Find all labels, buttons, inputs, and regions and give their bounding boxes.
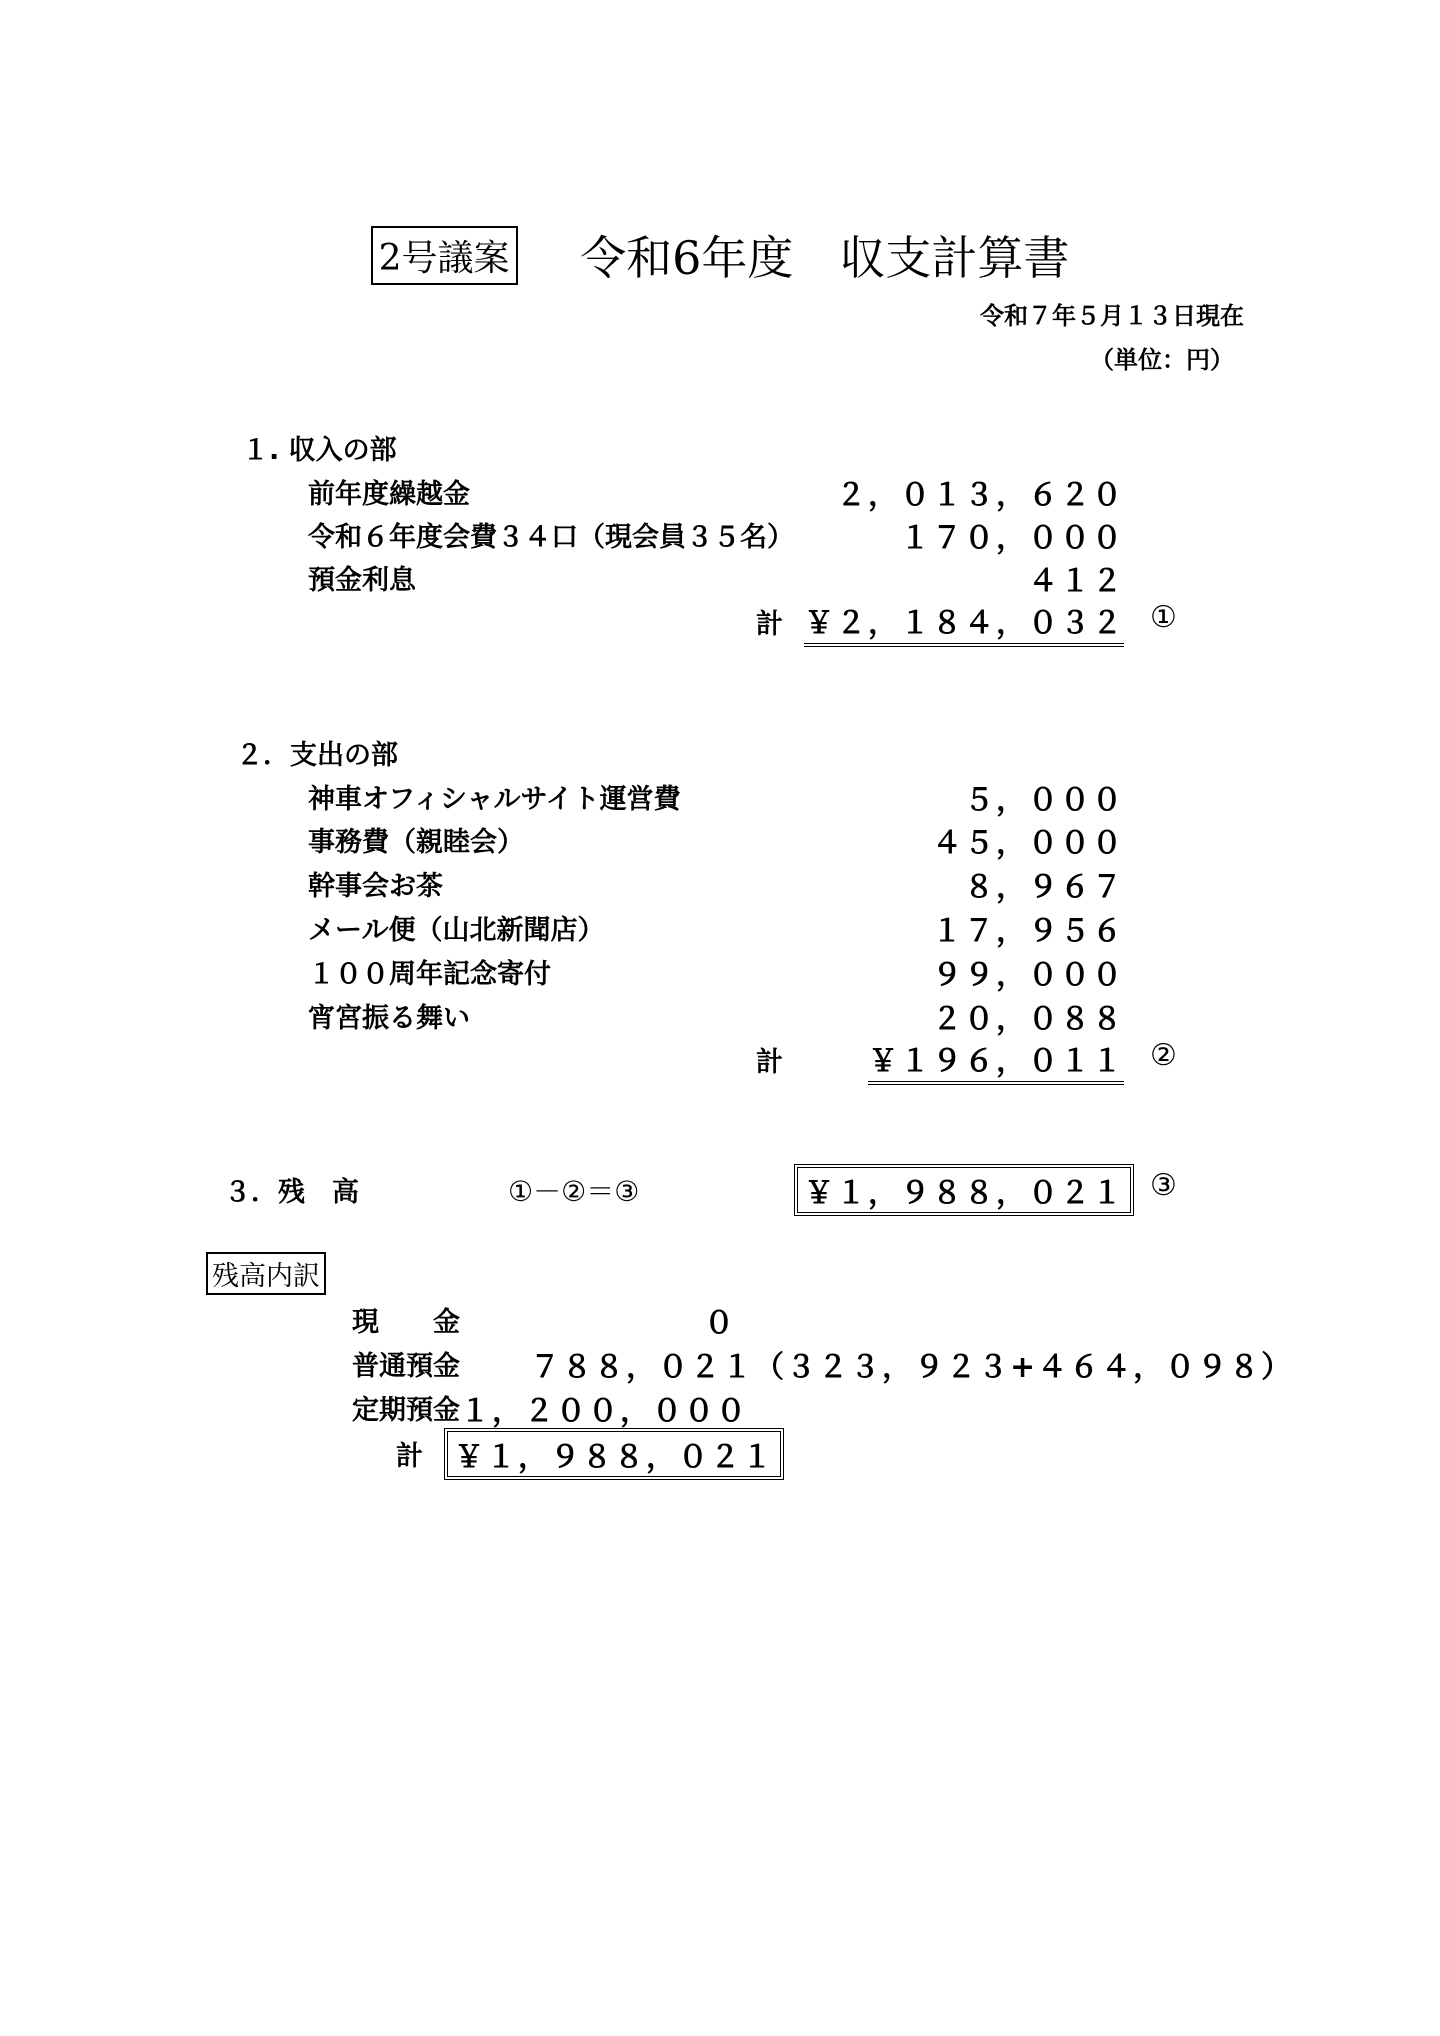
document-title: 令和6年度 収支計算書 <box>580 231 1070 285</box>
expense-item-label: メール便（山北新聞店） <box>308 915 605 946</box>
expense-total-label: 計 <box>756 1047 783 1078</box>
income-item-label: 令和６年度会費３４口（現会員３５名） <box>308 522 794 553</box>
expense-item-amount: １７，９５６ <box>932 914 1124 949</box>
breakdown-heading: 残高内訳 <box>206 1252 326 1295</box>
balance-formula: ①－②＝③ <box>508 1175 640 1208</box>
savings-value: ７８８，０２１（３２３，９２３+４６４，０９８） <box>530 1350 1294 1385</box>
expense-item-amount: ８，９６７ <box>964 870 1124 905</box>
expense-item-amount: ５，０００ <box>964 783 1124 818</box>
expense-item-label: 幹事会お茶 <box>308 871 443 902</box>
income-total-amount: ￥２，１８４，０３２ <box>804 598 1124 647</box>
expense-item-label: 宵宮振る舞い <box>308 1003 470 1034</box>
fixed-deposit-value: １，２００，０００ <box>460 1394 748 1429</box>
income-total-label: 計 <box>756 609 783 640</box>
expense-heading: ２．支出の部 <box>236 740 398 771</box>
income-item-amount: ４１２ <box>1028 564 1124 599</box>
breakdown-total-amount: ￥１，９８８，０２１ <box>444 1428 784 1480</box>
proposal-badge: 2号議案 <box>371 226 518 285</box>
income-heading: １. 収入の部 <box>242 435 397 466</box>
balance-heading: ３．残 高 <box>224 1177 359 1208</box>
expense-item-amount: ２０，０８８ <box>932 1002 1124 1037</box>
cash-label: 現 金 <box>352 1307 460 1338</box>
savings-label: 普通預金 <box>352 1351 460 1382</box>
breakdown-total-label: 計 <box>396 1441 423 1472</box>
expense-total-mark: ② <box>1150 1038 1177 1073</box>
expense-item-label: １００周年記念寄付 <box>308 959 551 990</box>
income-item-amount: ２，０１３，６２０ <box>836 478 1124 513</box>
expense-item-label: 神車オフィシャルサイト運営費 <box>308 784 681 815</box>
income-item-amount: １７０，０００ <box>900 521 1124 556</box>
expense-total-amount: ￥１９６，０１１ <box>868 1036 1124 1085</box>
fixed-deposit-label: 定期預金 <box>352 1395 460 1426</box>
document-title-row <box>0 222 1440 288</box>
expense-item-amount: ９９，０００ <box>932 958 1124 993</box>
balance-amount: ￥１，９８８，０２１ <box>794 1164 1134 1216</box>
expense-item-amount: ４５，０００ <box>932 826 1124 861</box>
income-item-label: 前年度繰越金 <box>308 479 470 510</box>
expense-item-label: 事務費（親睦会） <box>308 827 524 858</box>
unit-note: （単位：円） <box>1090 346 1234 374</box>
balance-mark: ③ <box>1150 1168 1177 1203</box>
income-total-mark: ① <box>1150 600 1177 635</box>
income-item-label: 預金利息 <box>308 565 416 596</box>
as-of-date: 令和７年５月１３日現在 <box>980 302 1244 330</box>
cash-value: ０ <box>704 1306 736 1341</box>
